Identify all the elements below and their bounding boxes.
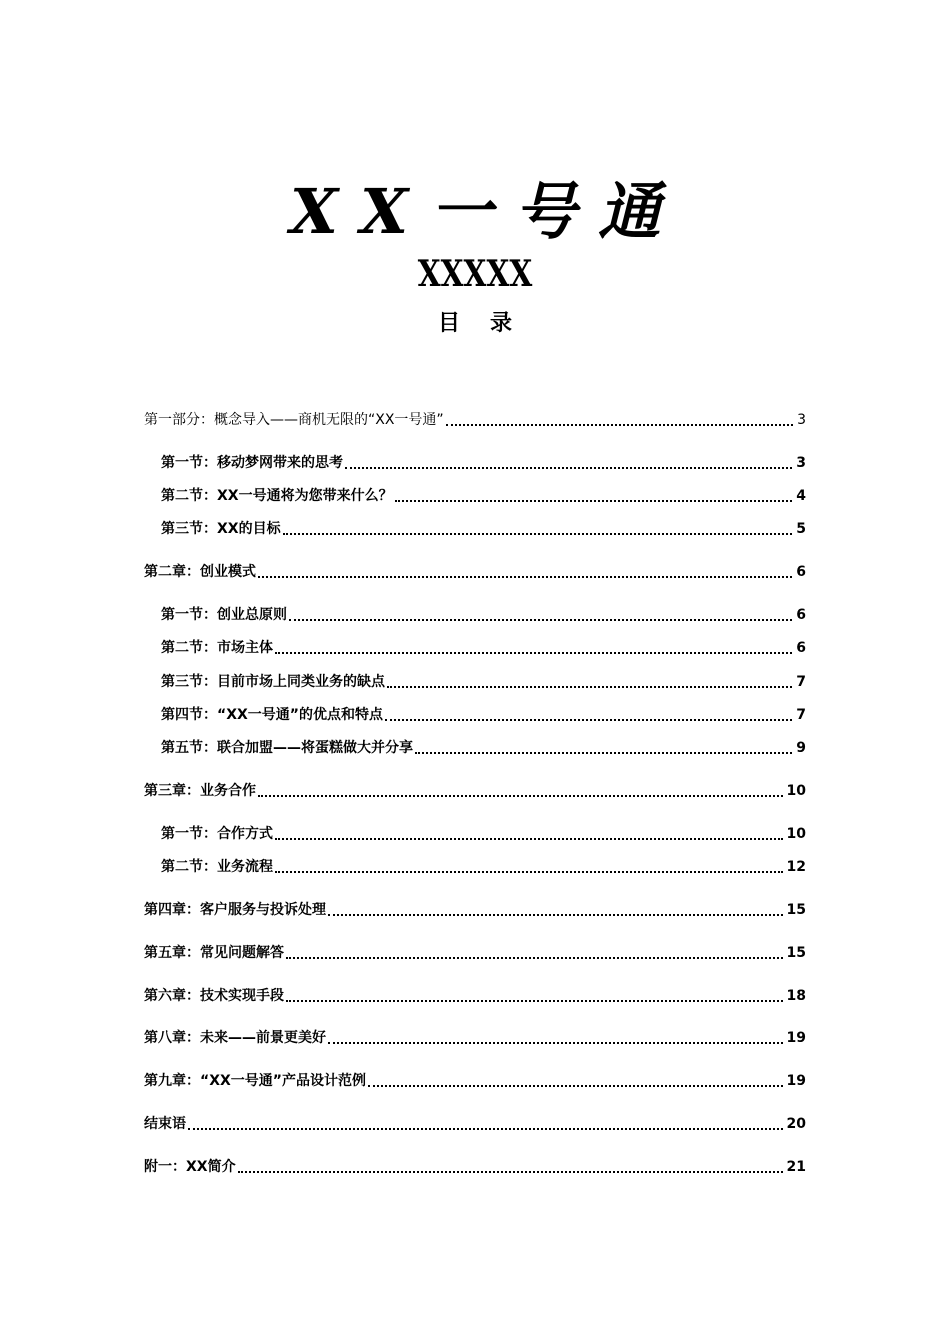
- toc-entry-page: 6: [796, 607, 806, 623]
- toc-dot-leader: [395, 500, 793, 502]
- toc-entry[interactable]: [144, 1070, 806, 1092]
- toc-entry[interactable]: [161, 704, 806, 726]
- toc-entry-label: 第二章：创业模式: [144, 564, 256, 580]
- toc-entry[interactable]: [144, 561, 806, 583]
- toc-entry[interactable]: [161, 518, 806, 540]
- toc-entry-label: 第二节：XX一号通将为您带来什么？: [161, 488, 393, 504]
- toc-entry[interactable]: [161, 485, 806, 507]
- toc-entry-label: 第六章：技术实现手段: [144, 988, 284, 1004]
- toc-entry-label: 第一节：创业总原则: [161, 607, 287, 623]
- toc-entry-label: 结束语: [144, 1116, 186, 1132]
- toc-entry-label: 第一节：合作方式: [161, 826, 273, 842]
- toc-dot-leader: [345, 467, 792, 469]
- toc-dot-leader: [258, 576, 792, 578]
- document-subtitle: XXXXX: [417, 253, 533, 295]
- toc-entry[interactable]: [144, 780, 806, 802]
- toc-entry-page: 21: [786, 1159, 806, 1175]
- toc-entry-page: 7: [796, 707, 806, 723]
- toc-entry[interactable]: [161, 671, 806, 693]
- toc-entry-page: 5: [796, 521, 806, 537]
- toc-entry-label: 第四节：“XX一号通”的优点和特点: [161, 707, 383, 723]
- toc-entry-label: 第五章：常见问题解答: [144, 945, 284, 961]
- toc-entry[interactable]: [161, 737, 806, 759]
- toc-entry[interactable]: [144, 1027, 806, 1049]
- toc-dot-leader: [286, 957, 783, 959]
- toc-entry-page: 12: [786, 859, 806, 875]
- toc-entry-label: 第二节：市场主体: [161, 640, 273, 656]
- toc-entry-label: 第五节：联合加盟——将蛋糕做大并分享: [161, 740, 413, 756]
- toc-entry[interactable]: [144, 409, 806, 431]
- toc-entry-page: 6: [796, 564, 806, 580]
- toc-dot-leader: [446, 424, 793, 426]
- toc-entry-label: 第九章：“XX一号通”产品设计范例: [144, 1073, 366, 1089]
- toc-dot-leader: [415, 752, 792, 754]
- toc-entry-page: 6: [796, 640, 806, 656]
- toc-entry[interactable]: [144, 899, 806, 921]
- toc-entry-page: 20: [786, 1116, 806, 1132]
- toc-entry[interactable]: [161, 823, 806, 845]
- toc-entry[interactable]: [144, 942, 806, 964]
- toc-dot-leader: [238, 1171, 783, 1173]
- toc-entry-page: 18: [786, 988, 806, 1004]
- toc-entry-page: 19: [786, 1030, 806, 1046]
- toc-entry-label: 第一部分：概念导入——商机无限的“XX一号通”: [144, 412, 444, 428]
- toc-dot-leader: [328, 914, 783, 916]
- toc-dot-leader: [328, 1042, 783, 1044]
- toc-dot-leader: [289, 619, 792, 621]
- toc-entry-page: 10: [786, 826, 806, 842]
- toc-entry[interactable]: [144, 1113, 806, 1135]
- toc-entry-page: 15: [786, 902, 806, 918]
- toc-dot-leader: [387, 686, 792, 688]
- toc-entry-page: 15: [786, 945, 806, 961]
- toc-dot-leader: [385, 719, 792, 721]
- toc-entry-label: 附一：XX简介: [144, 1159, 236, 1175]
- toc-entry-page: 3: [796, 455, 806, 471]
- toc-entry-label: 第三章：业务合作: [144, 783, 256, 799]
- toc-dot-leader: [188, 1128, 783, 1130]
- toc-dot-leader: [368, 1085, 783, 1087]
- toc-entry[interactable]: [144, 1156, 806, 1178]
- toc-dot-leader: [286, 1000, 783, 1002]
- toc-dot-leader: [283, 533, 793, 535]
- toc-dot-leader: [258, 795, 783, 797]
- toc-entry-page: 19: [786, 1073, 806, 1089]
- toc-dot-leader: [275, 652, 792, 654]
- toc-entry-label: 第八章：未来——前景更美好: [144, 1030, 326, 1046]
- toc-entry-page: 3: [797, 412, 806, 428]
- toc-entry[interactable]: [144, 985, 806, 1007]
- toc-entry-label: 第四章：客户服务与投诉处理: [144, 902, 326, 918]
- toc-entry[interactable]: [161, 452, 806, 474]
- toc-entry[interactable]: [161, 604, 806, 626]
- toc-dot-leader: [275, 871, 783, 873]
- toc-entry[interactable]: [161, 856, 806, 878]
- toc-entry[interactable]: [161, 637, 806, 659]
- toc-entry-page: 9: [796, 740, 806, 756]
- toc-heading: 目录: [437, 311, 542, 336]
- toc-entry-label: 第一节：移动梦网带来的思考: [161, 455, 343, 471]
- toc-entry-label: 第二节：业务流程: [161, 859, 273, 875]
- toc-entry-label: 第三节：XX的目标: [161, 521, 281, 537]
- toc-entry-page: 4: [796, 488, 806, 504]
- document-title: XX一号通: [289, 175, 683, 248]
- toc-entry-label: 第三节：目前市场上同类业务的缺点: [161, 674, 385, 690]
- toc-entry-page: 7: [796, 674, 806, 690]
- toc-dot-leader: [275, 838, 783, 840]
- toc-entry-page: 10: [786, 783, 806, 799]
